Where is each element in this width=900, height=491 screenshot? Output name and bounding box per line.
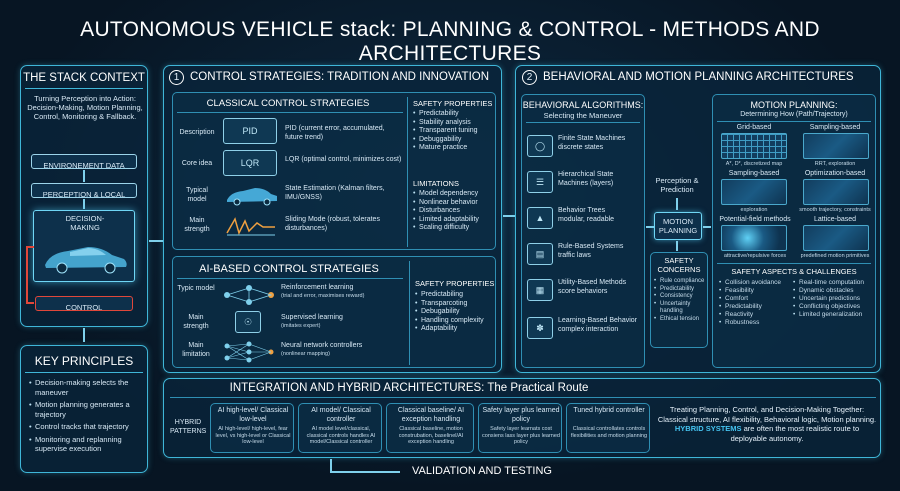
method-caption: smooth trajectory, constraints: [799, 207, 871, 213]
aspect-item: • Robustness: [719, 319, 791, 327]
method-caption: exploration: [740, 207, 768, 213]
hierarchy-icon: ☰: [527, 171, 553, 193]
aspect-item: • Real-time computation: [793, 279, 875, 287]
limitation-item: • Model dependency: [413, 190, 495, 199]
method-caption: A*, D*, discretized map: [725, 161, 783, 167]
motion-planning-panel: [712, 94, 876, 368]
expert-driver-icon: ☉: [235, 311, 261, 333]
integration-summary: Treating Planning, Control, and Decision-Making Together: Classical structure, AI flexibility, Behavioral logic, Motion planning. HYBRID SYSTEMS are often the most realistic route to deployable autonomy.: [657, 405, 877, 443]
motion-planning-subheader: Determining How (Path/Trajectory): [740, 111, 848, 118]
hybrid-pattern-card: Safety layer plus learned policy Safety layer learnats cost consiens lass layer plus learned policy: [478, 403, 562, 453]
safety-concerns-panel: [650, 252, 708, 348]
rrt-thumbnail: [803, 133, 869, 159]
aspect-item: • Uncertain predictions: [793, 295, 875, 303]
classical-row-text: LQR (optimal control, minimizes cost): [285, 156, 402, 163]
aspect-item: • Comfort: [719, 295, 791, 303]
control-strategies-panel: [163, 65, 502, 373]
ai-row-text: Neural network controllers (nonlinear mapping): [281, 342, 363, 357]
method-name: Optimization-based: [804, 170, 866, 177]
footer-validation-testing: VALIDATION AND TESTING: [412, 465, 552, 477]
decision-making-box: DECISION-MAKING: [33, 210, 135, 282]
perception-box: PERCEPTION & LOCAL: [31, 183, 137, 198]
behavioral-motion-panel: [515, 65, 881, 373]
classical-row-text: State Estimation (Kalman filters, IMU/GNSS): [285, 185, 385, 201]
principle-item: • Decision-making selects the maneuver: [29, 378, 143, 397]
ai-row-label: Main strength: [183, 314, 209, 330]
method-caption: RRT, exploration: [814, 161, 856, 167]
method-caption: attractive/repulsive forces: [723, 253, 787, 259]
safety-item: • Predictabiling: [415, 291, 495, 300]
behavior-algo-item: Learning-Based Behavior complex interaction: [558, 317, 637, 333]
section-number-1: 1: [169, 70, 184, 85]
vehicle-estimation-icon: [223, 182, 279, 208]
safety-item: • Transparcoting: [415, 300, 495, 309]
aspect-item: • Limited generalization: [793, 311, 875, 319]
classical-row-label: Description: [179, 129, 215, 136]
stack-context-header: THE STACK CONTEXT: [23, 72, 145, 84]
behavior-tree-icon: ▲: [527, 207, 553, 229]
section-number-2: 2: [522, 70, 537, 85]
aspects-left-list: [719, 279, 791, 327]
potential-field-thumbnail: [721, 225, 787, 251]
limitation-item: • Disturbances: [413, 207, 495, 216]
safety-item: • Handling complexity: [415, 317, 495, 326]
safety-item: • Adaptability: [415, 325, 495, 334]
hybrid-pattern-card: Classical baseline/ AI exception handling Classical baseline, motion construbation, baselinel/AI exception handling: [386, 403, 474, 453]
optimization-thumbnail: [803, 179, 869, 205]
classical-row-label: Typical model: [186, 187, 208, 203]
motion-planning-header: MOTION PLANNING:: [750, 100, 838, 110]
neural-network-icon: [221, 340, 277, 364]
aspect-item: • Feasibility: [719, 287, 791, 295]
ai-row-text: Reinforcement learning (trial and error, maximises reward): [281, 284, 365, 299]
method-name: Sampling-based: [728, 170, 780, 177]
integration-header: INTEGRATION AND HYBRID ARCHITECTURES: The Practical Route: [229, 382, 589, 394]
control-strategies-header: CONTROL STRATEGIES: TRADITION AND INNOVATION: [190, 71, 490, 83]
lattice-thumbnail: [803, 225, 869, 251]
classical-header: CLASSICAL CONTROL STRATEGIES: [206, 98, 370, 109]
stack-context-panel: [20, 65, 148, 327]
principle-item: • Monitoring and replanning supervise execution: [29, 435, 143, 454]
ai-row-label: Typic model: [177, 285, 215, 292]
env-data-box: ENVIRONEMENT DATA: [31, 154, 137, 169]
ai-safety-list: [415, 291, 495, 334]
safety-item: • Debugability: [415, 308, 495, 317]
method-name: Lattice-based: [813, 216, 857, 223]
aspect-item: • Reactivity: [719, 311, 791, 319]
car-icon: [40, 237, 130, 277]
classical-safety-header: SAFETY PROPERTIES: [413, 99, 493, 108]
classical-control-panel: [172, 92, 496, 250]
limitations-header: LIMITATIONS: [413, 179, 459, 188]
concern-item: • Uncertainty handling: [654, 301, 708, 316]
concern-item: • Ethical tension: [654, 316, 708, 324]
aspect-item: • Conflicting objectives: [793, 303, 875, 311]
utility-icon: ▦: [527, 279, 553, 301]
principle-item: • Motion planning generates a trajectory: [29, 400, 143, 419]
lqr-icon: LQR: [223, 150, 277, 176]
safety-item: • Debuggability: [413, 136, 495, 145]
learning-brain-icon: ✽: [527, 317, 553, 339]
principles-list: [29, 378, 143, 454]
limitation-item: • Nonlinear behavior: [413, 199, 495, 208]
classical-row-label: Main strength: [184, 217, 210, 233]
aspects-right-list: [793, 279, 875, 319]
hybrid-pattern-card: Tuned hybrid controller Classical controllates controls flexibilities and motion planning: [566, 403, 650, 453]
integration-panel: [163, 378, 881, 458]
pid-icon: PID: [223, 118, 277, 144]
limitation-item: • Scaling difficulty: [413, 224, 495, 233]
behavior-algo-item: Utility-Based Methods score behaviors: [558, 279, 627, 295]
control-box: CONTROL: [35, 296, 133, 311]
safety-item: • Mature practice: [413, 144, 495, 153]
classical-row-text: PID (current error, accumulated, future trend): [285, 125, 385, 141]
safety-concerns-list: [654, 278, 708, 323]
hybrid-systems-highlight: HYBRID SYSTEMS: [674, 424, 742, 433]
key-principles-header: KEY PRINCIPLES: [34, 354, 134, 368]
page-title: AUTONOMOUS VEHICLE stack: PLANNING & CONTROL - METHODS AND ARCHITECTURES: [80, 18, 820, 65]
classical-safety-list: [413, 110, 495, 153]
behavior-algo-item: Hierarchical State Machines (layers): [558, 171, 614, 187]
stack-intro: Turning Perception into Action: Decision-Making, Motion Planning, Control, Monitoring & Fallback.: [27, 94, 143, 121]
fsm-icon: ◯: [527, 135, 553, 157]
safety-concerns-header: SAFETY CONCERNS: [657, 256, 701, 274]
aspect-item: • Dynamic obstacles: [793, 287, 875, 295]
safety-item: • Stability analysis: [413, 119, 495, 128]
hybrid-pattern-card: AI high-level/ Classical low-level AI high-level/ high-level, fear level, vs high-level or Classical low-level: [210, 403, 294, 453]
key-principles-panel: [20, 345, 148, 473]
limitation-item: • Limited adaptability: [413, 216, 495, 225]
principle-item: • Control tracks that trajectory: [29, 422, 143, 432]
method-name: Sampling-based: [809, 124, 861, 131]
ai-control-header: AI-BASED CONTROL STRATEGIES: [199, 263, 379, 275]
behavioral-algorithms-panel: [521, 94, 645, 368]
behavior-algo-item: Rule-Based Systems traffic laws: [558, 243, 624, 259]
behavioral-motion-header: BEHAVIORAL AND MOTION PLANNING ARCHITECTURES: [543, 71, 854, 83]
concern-item: • Consistency: [654, 293, 708, 301]
classical-row-text: Sliding Mode (robust, tolerates disturbances): [285, 216, 380, 232]
sliding-mode-icon: [223, 213, 279, 239]
concern-item: • Predictability: [654, 286, 708, 294]
behavioral-algorithms-header: BEHAVIORAL ALGORITHMS:: [522, 100, 644, 110]
limitations-list: [413, 190, 495, 233]
hybrid-patterns-label: HYBRID PATTERNS: [170, 419, 207, 435]
ai-row-text: Supervised learning (imitates expert): [281, 314, 343, 329]
behavioral-algorithms-subheader: Selecting the Maneuver: [543, 111, 623, 120]
method-name: Potential-field methods: [719, 216, 791, 223]
sampling-thumbnail: [721, 179, 787, 205]
motion-planning-box: MOTION PLANNING: [654, 212, 702, 240]
rules-icon: ▤: [527, 243, 553, 265]
safety-item: • Transparent tuning: [413, 127, 495, 136]
safety-aspects-header: SAFETY ASPECTS & CHALLENGES: [731, 267, 857, 276]
ai-row-label: Main limitation: [182, 342, 210, 358]
grid-map-thumbnail: [721, 133, 787, 159]
safety-item: • Predictability: [413, 110, 495, 119]
perception-prediction-label: Perception & Prediction: [655, 176, 699, 194]
method-caption: predefined motion primitives: [800, 253, 870, 259]
ai-control-panel: [172, 256, 496, 368]
behavior-algo-item: Finite State Machines discrete states: [558, 135, 626, 151]
aspect-item: • Predictability: [719, 303, 791, 311]
rl-network-icon: [221, 283, 277, 307]
behavior-algo-item: Behavior Trees modular, readable: [558, 207, 615, 223]
aspect-item: • Collision avoidance: [719, 279, 791, 287]
ai-safety-header: SAFETY PROPERTIES: [415, 279, 495, 288]
method-name: Grid-based: [736, 124, 772, 131]
hybrid-pattern-card: AI model/ Classical controller AI model level/classical, classical controls handles AI model/Classical controller: [298, 403, 382, 453]
classical-row-label: Core idea: [181, 160, 213, 167]
concern-item: • Rule compliance: [654, 278, 708, 286]
